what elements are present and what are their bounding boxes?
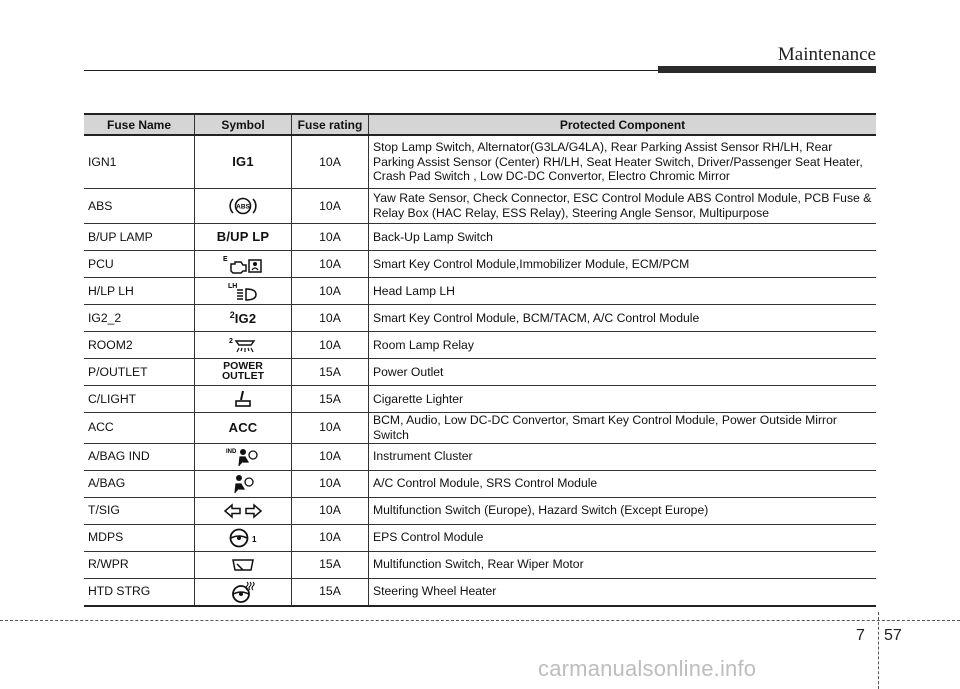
table-row — [84, 497, 876, 524]
protected-component: Room Lamp Relay — [369, 332, 877, 359]
fuse-name: A/BAG — [84, 470, 195, 497]
fuse-rating: 15A — [292, 386, 369, 413]
table-row — [84, 359, 876, 386]
fuse-symbol — [195, 551, 292, 578]
headlamp-icon — [225, 280, 261, 302]
fuse-name: HTD STRG — [84, 578, 195, 606]
fuse-symbol — [195, 189, 292, 224]
fuse-symbol — [195, 135, 292, 189]
table-row — [84, 305, 876, 332]
room-lamp-icon — [227, 335, 259, 355]
fuse-name: R/WPR — [84, 551, 195, 578]
table-row — [84, 386, 876, 413]
heated-steering-icon — [229, 580, 257, 604]
fuse-name: A/BAG IND — [84, 443, 195, 470]
power-outlet-label-line1: POWER — [223, 359, 263, 372]
fuse-rating: 10A — [292, 413, 369, 444]
acc-label: ACC — [228, 419, 258, 435]
fuse-symbol — [195, 332, 292, 359]
table-row — [84, 189, 876, 224]
fuse-name: MDPS — [84, 524, 195, 551]
fuse-rating: 10A — [292, 524, 369, 551]
fuse-symbol — [195, 470, 292, 497]
protected-component: Cigarette Lighter — [369, 386, 877, 413]
page-header-title: Maintenance — [777, 44, 876, 65]
protected-component: Power Outlet — [369, 359, 877, 386]
steering-wheel-icon-label: 1 — [252, 534, 257, 544]
fuse-name: PCU — [84, 251, 195, 278]
fuse-symbol — [195, 386, 292, 413]
chapter-number: 7 — [856, 627, 865, 644]
protected-component: BCM, Audio, Low DC-DC Convertor, Smart Key Control Module, Power Outside Mirror Switch — [369, 413, 877, 444]
turn-signal-icon — [223, 502, 263, 520]
fuse-symbol — [195, 497, 292, 524]
fuse-rating: 15A — [292, 551, 369, 578]
fuse-rating: 10A — [292, 470, 369, 497]
cigarette-lighter-icon — [231, 388, 255, 410]
footer-rule — [0, 620, 960, 621]
table-row — [84, 135, 876, 189]
fuse-name: P/OUTLET — [84, 359, 195, 386]
fuse-symbol — [195, 524, 292, 551]
fuse-rating: 10A — [292, 251, 369, 278]
fuse-symbol — [195, 443, 292, 470]
fuse-rating: 10A — [292, 189, 369, 224]
ign1-label: IG1 — [232, 154, 254, 170]
table-row — [84, 578, 876, 606]
fuse-name: C/LIGHT — [84, 386, 195, 413]
abs-icon-text: ABS — [236, 203, 250, 211]
airbag-indicator-icon — [225, 446, 261, 468]
fuse-symbol — [195, 278, 292, 305]
fuse-rating: 15A — [292, 359, 369, 386]
table-row — [84, 224, 876, 251]
fuse-name: IG2_2 — [84, 305, 195, 332]
header-rule-accent — [658, 66, 876, 73]
header-rule — [84, 70, 660, 71]
protected-component: Smart Key Control Module, BCM/TACM, A/C Control Module — [369, 305, 877, 332]
table-row — [84, 278, 876, 305]
col-header-fuse-name: Fuse Name — [84, 114, 195, 135]
protected-component: Head Lamp LH — [369, 278, 877, 305]
engine-key-icon-label: E — [223, 256, 228, 263]
fuse-name: B/UP LAMP — [84, 224, 195, 251]
protected-component: A/C Control Module, SRS Control Module — [369, 470, 877, 497]
table-row — [84, 332, 876, 359]
headlamp-icon-label: LH — [228, 283, 238, 290]
airbag-indicator-icon-label: IND — [226, 448, 237, 455]
table-row — [84, 413, 876, 444]
col-header-symbol: Symbol — [195, 114, 292, 135]
footer-divider — [878, 612, 879, 689]
table-row — [84, 524, 876, 551]
fuse-rating: 10A — [292, 443, 369, 470]
table-row — [84, 251, 876, 278]
ig2-label: IG2 — [234, 310, 257, 326]
page-number: 57 — [884, 627, 902, 644]
protected-component: Back-Up Lamp Switch — [369, 224, 877, 251]
fuse-name: H/LP LH — [84, 278, 195, 305]
airbag-icon — [229, 473, 257, 495]
watermark: carmanualsonline.info — [538, 656, 757, 681]
power-outlet-label-line2: OUTLET — [222, 370, 264, 383]
fuse-table — [84, 113, 876, 607]
protected-component: Multifunction Switch (Europe), Hazard Switch (Except Europe) — [369, 497, 877, 524]
fuse-symbol — [195, 578, 292, 606]
fuse-symbol — [195, 413, 292, 444]
fuse-name: ROOM2 — [84, 332, 195, 359]
fuse-name: ACC — [84, 413, 195, 444]
protected-component: Instrument Cluster — [369, 443, 877, 470]
fuse-rating: 10A — [292, 497, 369, 524]
col-header-fuse-rating: Fuse rating — [292, 114, 369, 135]
table-row — [84, 470, 876, 497]
fuse-rating: 10A — [292, 332, 369, 359]
abs-icon — [228, 194, 258, 218]
table-row — [84, 551, 876, 578]
fuse-rating: 10A — [292, 278, 369, 305]
protected-component: Yaw Rate Sensor, Check Connector, ESC Control Module ABS Control Module, PCB Fuse & Relay Box (HAC Relay, ESS Relay), Steering Angle Sensor, Multipurpose — [369, 189, 877, 224]
protected-component: Multifunction Switch, Rear Wiper Motor — [369, 551, 877, 578]
fuse-symbol — [195, 224, 292, 251]
fuse-name: ABS — [84, 189, 195, 224]
protected-component: Stop Lamp Switch, Alternator(G3LA/G4LA), Rear Parking Assist Sensor RH/LH, Rear Parking Assist Sensor (Center) RH/LH, Seat Heater Switch, Driver/Passenger Seat Heater, Crash Pad Switch , Low DC-DC Convertor, Electro Chromic Mirror — [369, 135, 877, 189]
col-header-protected-component: Protected Component — [369, 114, 877, 135]
fuse-rating: 15A — [292, 578, 369, 606]
rear-wiper-icon — [229, 555, 257, 575]
engine-key-icon — [221, 253, 265, 275]
fuse-name: IGN1 — [84, 135, 195, 189]
fuse-rating: 10A — [292, 305, 369, 332]
fuse-symbol — [195, 251, 292, 278]
fuse-rating: 10A — [292, 224, 369, 251]
ig2-superscript: 2 — [229, 309, 235, 320]
fuse-symbol — [195, 359, 292, 386]
table-header-row — [84, 114, 876, 135]
protected-component: Steering Wheel Heater — [369, 578, 877, 606]
protected-component: EPS Control Module — [369, 524, 877, 551]
backup-lamp-label: B/UP LP — [216, 229, 270, 245]
fuse-symbol — [195, 305, 292, 332]
power-outlet-label — [222, 361, 264, 382]
steering-wheel-icon — [225, 527, 261, 549]
table-row — [84, 443, 876, 470]
protected-component: Smart Key Control Module,Immobilizer Module, ECM/PCM — [369, 251, 877, 278]
fuse-name: T/SIG — [84, 497, 195, 524]
fuse-rating: 10A — [292, 135, 369, 189]
room-lamp-icon-label: 2 — [229, 338, 233, 345]
